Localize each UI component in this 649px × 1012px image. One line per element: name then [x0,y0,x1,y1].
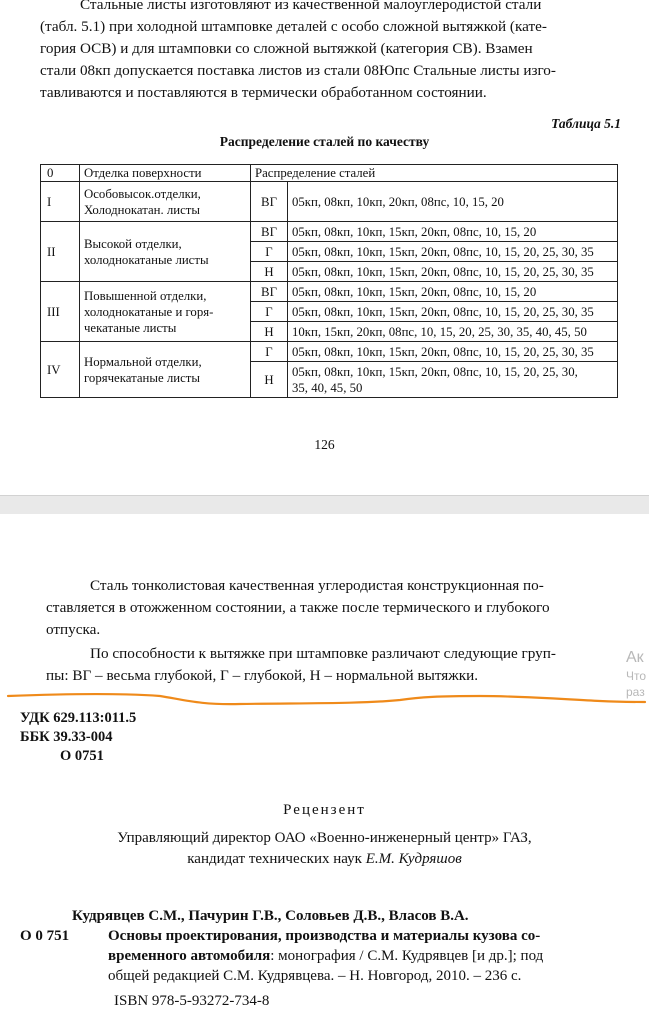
group-cell: IV [41,342,80,398]
category-cell: Г [251,342,288,362]
isbn: ISBN 978-5-93272-734-8 [114,993,270,1009]
finish-line: Повышенной отделки, [84,288,207,303]
book-page-126 [0,0,649,495]
page-separator [0,495,649,515]
table-row [41,342,618,362]
udc-code: УДК 629.113:011.5 [20,710,137,726]
bib-title-cont: временного автомобиля [108,948,271,964]
text-line: По способности к вытяжке при штамповке различают следующие груп- [90,645,556,662]
text-line: пы: ВГ – весьма глубокой, Г – глубокой, Н – нормальной вытяжки. [46,667,479,684]
steels-cell: 05кп, 08кп, 10кп, 15кп, 20кп, 08пс, 10, 15, 20, 25, 30, 35 [288,242,618,262]
steels-line: 35, 40, 45, 50 [292,380,363,395]
finish-line: горячекатаные листы [84,370,200,385]
steel-distribution-table [40,164,618,398]
reviewer-heading: Рецензент [283,802,366,818]
steels-cell: 05кп, 08кп, 10кп, 15кп, 20кп, 08пс, 10, 15, 20, 25, 30, 35 [288,262,618,282]
bib-rest: : монография / С.М. Кудрявцев [и др.]; под [270,948,544,964]
category-cell: ВГ [251,182,288,222]
reviewer-info [0,828,649,870]
text-line: стали 08кп допускается поставка листов из стали 08Юпс Стальные листы изго- [40,62,556,79]
bib-code: О 0 751 [20,928,70,944]
bib-title: Основы проектирования, производства и материалы кузова со- [108,928,541,944]
top-paragraph [40,0,624,104]
finish-line: Особовысок.отделки, [84,186,201,201]
annotation-stroke-path [8,694,645,704]
finish-line: чекатаные листы [84,320,177,335]
table-row [41,222,618,242]
group-cell: I [41,182,80,222]
header-cell: Распределение сталей [251,165,618,182]
category-cell: Г [251,242,288,262]
category-cell: Н [251,322,288,342]
category-cell: ВГ [251,282,288,302]
steels-cell: 10кп, 15кп, 20кп, 08пс, 10, 15, 20, 25, 30, 35, 40, 45, 50 [288,322,618,342]
table-row [41,282,618,302]
finish-line: Нормальной отделки, [84,354,202,369]
reviewer-degree: кандидат технических наук [187,851,366,867]
steels-cell: 05кп, 08кп, 10кп, 15кп, 20кп, 08пс, 10, 15, 20, 25, 30, 35 [288,342,618,362]
category-cell: Н [251,362,288,398]
steels-line: 05кп, 08кп, 10кп, 15кп, 20кп, 08пс, 10, 15, 20, 25, 30, [292,364,578,379]
finish-line: Высокой отделки, [84,236,182,251]
reviewer-name: Е.М. Кудряшов [365,851,462,867]
bib-text [108,926,605,986]
category-cell: Н [251,262,288,282]
finish-cell [80,222,251,282]
reviewer-line [0,849,649,870]
finish-line: холоднокатаные и горя- [84,304,214,319]
header-cell: 0 [41,165,80,182]
watermark-line: Ак [626,649,644,666]
bib-authors: Кудрявцев С.М., Пачурин Г.В., Соловьев Д.В., Власов В.А. [72,908,469,924]
author-mark: О 0751 [60,748,104,764]
text-line: гория ОСВ) и для штамповки со сложной вытяжкой (категория СВ). Взамен [40,40,533,57]
bib-line [108,946,605,966]
finish-cell [80,342,251,398]
classification-codes [20,709,136,766]
steels-cell: 05кп, 08кп, 10кп, 15кп, 20кп, 08пс, 10, 15, 20, 25, 30, 35 [288,302,618,322]
bib-line [108,926,605,946]
page-number: 126 [314,437,335,452]
text-line: Стальные листы изготовляют из качественной малоуглеродистой стали [80,0,542,13]
table-title: Распределение сталей по качеству [219,134,430,149]
bibliographic-record [20,906,605,986]
text-line: отпуска. [46,621,101,638]
bib-row [20,926,605,986]
finish-line: холоднокатаные листы [84,252,209,267]
table-label: Таблица 5.1 [551,116,621,131]
body-paragraph [46,575,624,641]
watermark-line: раз [626,685,645,699]
steels-cell: 05кп, 08кп, 10кп, 15кп, 20кп, 08пс, 10, 15, 20 [288,222,618,242]
finish-cell [80,282,251,342]
steels-cell [288,362,618,398]
steels-cell: 05кп, 08кп, 10кп, 20кп, 08пс, 10, 15, 20 [288,182,618,222]
category-cell: Г [251,302,288,322]
watermark-line: Что [626,669,647,683]
finish-cell [80,182,251,222]
text-line: Сталь тонколистовая качественная углеродистая конструкционная по- [90,577,544,594]
finish-line: Холоднокатан. листы [84,202,200,217]
text-line: (табл. 5.1) при холодной штамповке деталей с особо сложной вытяжкой (кате- [40,18,547,35]
table-header-row [41,165,618,182]
text-line: ставляется в отожженном состоянии, а также после термического и глубокого [46,599,550,616]
bib-line: общей редакцией С.М. Кудрявцева. – Н. Новгород, 2010. – 236 с. [108,968,522,984]
bbk-code: ББК 39.33-004 [20,729,113,745]
category-cell: ВГ [251,222,288,242]
steels-cell: 05кп, 08кп, 10кп, 15кп, 20кп, 08пс, 10, 15, 20 [288,282,618,302]
table-row [41,182,618,222]
header-cell: Отделка поверхности [80,165,251,182]
reviewer-line: Управляющий директор ОАО «Военно-инженерный центр» ГАЗ, [117,830,532,846]
text-line: тавливаются и поставляются в термически обработанном состоянии. [40,84,487,101]
group-cell: II [41,222,80,282]
group-cell: III [41,282,80,342]
